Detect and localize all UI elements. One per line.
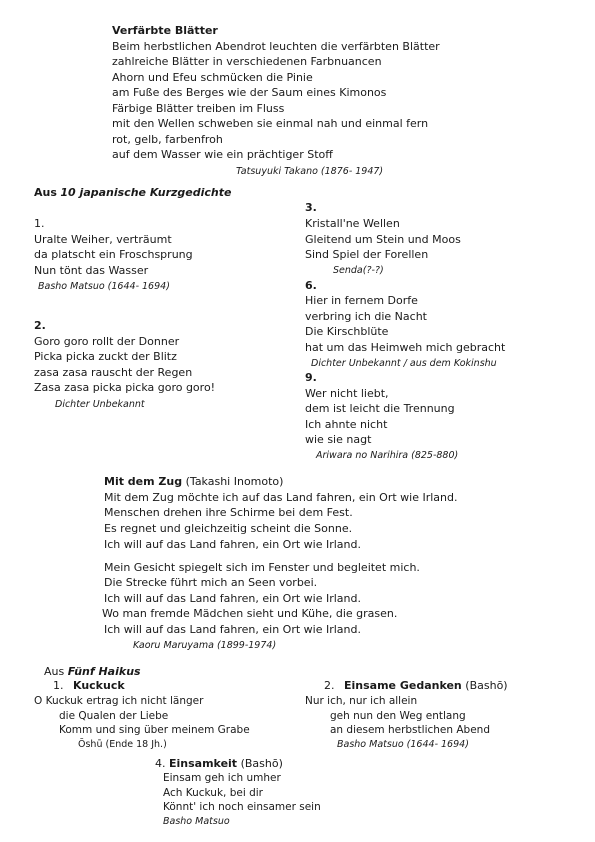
haiku-number: 2. <box>324 679 335 692</box>
haiku-line: Goro goro rollt der Donner <box>34 335 180 348</box>
haiku-number: 3. <box>305 201 317 214</box>
haiku-heading <box>324 679 508 693</box>
haiku-line: Sind Spiel der Forellen <box>305 248 429 261</box>
haiku-heading <box>53 679 125 693</box>
poem-line: Wo man fremde Mädchen sieht und Kühe, die grasen. <box>102 607 398 620</box>
haiku-line: zasa zasa rauscht der Regen <box>34 366 193 379</box>
poem-subtitle: (Takashi Inomoto) <box>185 475 284 488</box>
haiku-author: Ōshū (Ende 18 Jh.) <box>78 739 167 750</box>
haiku-number: 1. <box>53 679 64 692</box>
poem-line: rot, gelb, farbenfroh <box>112 133 223 146</box>
haiku-line: verbring ich die Nacht <box>305 310 427 323</box>
poem-line: Mit dem Zug möchte ich auf das Land fahren, ein Ort wie Irland. <box>104 491 458 504</box>
haiku-line: die Qualen der Liebe <box>59 710 169 722</box>
haiku-author: Dichter Unbekannt / aus dem Kokinshu <box>311 358 497 369</box>
haiku-line: Hier in fernem Dorfe <box>305 294 418 307</box>
section-prefix: Aus <box>44 665 65 678</box>
haiku-line: hat um das Heimweh mich gebracht <box>305 341 506 354</box>
haiku-line: Kristall'ne Wellen <box>305 217 400 230</box>
poem-heading <box>104 475 283 489</box>
poem-line: Menschen drehen ihre Schirme bei dem Fest. <box>104 506 353 519</box>
haiku-poet: (Bashō) <box>240 757 283 770</box>
poem-line: auf dem Wasser wie ein prächtiger Stoff <box>112 148 333 161</box>
haiku-title: Einsame Gedanken <box>344 679 462 692</box>
section-title: Fünf Haikus <box>67 665 141 678</box>
haiku-line: Gleitend um Stein und Moos <box>305 233 461 246</box>
haiku-line: Könnt' ich noch einsamer sein <box>163 801 321 813</box>
poem-line: Es regnet und gleichzeitig scheint die Sonne. <box>104 522 353 535</box>
haiku-number: 2. <box>34 319 46 332</box>
section-title: 10 japanische Kurzgedichte <box>60 186 232 199</box>
haiku-author: Basho Matsuo (1644- 1694) <box>337 739 469 750</box>
haiku-number: 4. <box>155 757 166 770</box>
poem-line: Färbige Blätter treiben im Fluss <box>112 102 285 115</box>
haiku-author: Ariwara no Narihira (825-880) <box>316 450 459 461</box>
haiku-line: da platscht ein Froschsprung <box>34 248 193 261</box>
haiku-number: 9. <box>305 371 317 384</box>
poem-line: Ahorn und Efeu schmücken die Pinie <box>112 71 313 84</box>
haiku-author: Senda(?-?) <box>333 265 384 276</box>
haiku-author: Basho Matsuo <box>163 816 230 827</box>
poem-line: Die Strecke führt mich an Seen vorbei. <box>104 576 318 589</box>
haiku-number: 1. <box>34 217 45 230</box>
haiku-line: Ach Kuckuk, bei dir <box>163 787 264 799</box>
haiku-line: dem ist leicht die Trennung <box>305 402 455 415</box>
poem-line: Ich will auf das Land fahren, ein Ort wie Irland. <box>104 592 361 605</box>
haiku-line: Komm und sing über meinem Grabe <box>59 724 250 736</box>
haiku-heading <box>155 757 283 771</box>
poem-line: Beim herbstlichen Abendrot leuchten die verfärbten Blätter <box>112 40 440 53</box>
haiku-number: 6. <box>305 279 317 292</box>
haiku-title: Kuckuck <box>73 679 125 692</box>
poem-line: mit den Wellen schweben sie einmal nah und einmal fern <box>112 117 429 130</box>
haiku-line: Die Kirschblüte <box>305 325 389 338</box>
haiku-author: Dichter Unbekannt <box>55 399 145 410</box>
poem-title: Verfärbte Blätter <box>112 24 218 37</box>
haiku-line: Uralte Weiher, verträumt <box>34 233 172 246</box>
haiku-line: Nur ich, nur ich allein <box>305 695 418 707</box>
haiku-line: Ich ahnte nicht <box>305 418 388 431</box>
section-heading <box>44 665 141 679</box>
poem-author: Tatsuyuki Takano (1876- 1947) <box>236 166 384 177</box>
haiku-line: wie sie nagt <box>305 433 372 446</box>
poem-line: Mein Gesicht spiegelt sich im Fenster und begleitet mich. <box>104 561 420 574</box>
section-heading <box>34 186 231 200</box>
poem-line: Ich will auf das Land fahren, ein Ort wie Irland. <box>104 623 361 636</box>
haiku-line: Zasa zasa picka picka goro goro! <box>34 381 216 394</box>
haiku-author: Basho Matsuo (1644- 1694) <box>38 281 170 292</box>
poem-line: am Fuße des Berges wie der Saum eines Kimonos <box>112 86 387 99</box>
haiku-line: Wer nicht liebt, <box>305 387 389 400</box>
section-prefix: Aus <box>34 186 57 199</box>
haiku-line: O Kuckuk ertrag ich nicht länger <box>34 695 204 707</box>
haiku-line: an diesem herbstlichen Abend <box>330 724 490 736</box>
haiku-title: Einsamkeit <box>169 757 238 770</box>
poem-line: Ich will auf das Land fahren, ein Ort wie Irland. <box>104 538 361 551</box>
poem-author: Kaoru Maruyama (1899-1974) <box>133 640 277 651</box>
poem-title: Mit dem Zug <box>104 475 183 488</box>
haiku-poet: (Bashō) <box>465 679 508 692</box>
haiku-line: Einsam geh ich umher <box>163 772 281 784</box>
haiku-line: geh nun den Weg entlang <box>330 710 466 722</box>
haiku-line: Nun tönt das Wasser <box>34 264 149 277</box>
haiku-line: Picka picka zuckt der Blitz <box>34 350 177 363</box>
poem-line: zahlreiche Blätter in verschiedenen Farbnuancen <box>112 55 382 68</box>
